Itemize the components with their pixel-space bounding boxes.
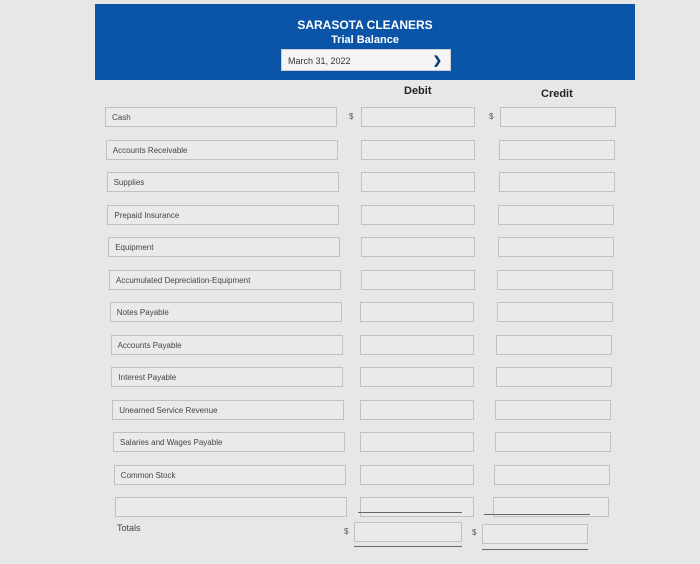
debit-total-dollar: $ (344, 527, 349, 536)
account-name-input[interactable]: Salaries and Wages Payable (113, 432, 345, 452)
credit-total-dollar: $ (472, 528, 477, 537)
credit-input[interactable] (496, 367, 612, 387)
date-value: March 31, 2022 (288, 56, 351, 66)
debit-input[interactable] (361, 172, 475, 192)
debit-header: Debit (404, 85, 432, 97)
account-name-input[interactable] (115, 497, 347, 517)
debit-input[interactable] (360, 465, 474, 485)
credit-double-underline (482, 549, 588, 550)
credit-input[interactable] (499, 140, 615, 160)
statement-title: Trial Balance (331, 34, 399, 46)
debit-input[interactable] (360, 497, 474, 517)
account-name-input[interactable]: Equipment (108, 237, 340, 257)
debit-input[interactable] (361, 107, 475, 127)
account-name-input[interactable]: Unearned Service Revenue (112, 400, 344, 420)
credit-input[interactable] (496, 335, 612, 355)
debit-double-underline (354, 546, 462, 547)
debit-total-input[interactable] (354, 522, 462, 542)
credit-input[interactable] (500, 107, 616, 127)
debit-input[interactable] (360, 335, 474, 355)
debit-input[interactable] (361, 140, 475, 160)
debit-input[interactable] (361, 237, 475, 257)
chevron-down-icon: ❯ (432, 55, 442, 67)
credit-input[interactable] (497, 302, 613, 322)
account-name-input[interactable]: Cash (105, 107, 337, 127)
totals-label: Totals (117, 523, 141, 533)
debit-input[interactable] (361, 205, 475, 225)
debit-total-underline (358, 512, 462, 513)
debit-input[interactable] (360, 367, 474, 387)
account-name-input[interactable]: Common Stock (114, 465, 346, 485)
debit-input[interactable] (360, 400, 474, 420)
debit-dollar-sign: $ (349, 112, 354, 121)
credit-input[interactable] (498, 237, 614, 257)
debit-input[interactable] (361, 270, 475, 290)
account-name-input[interactable]: Supplies (107, 172, 339, 192)
debit-input[interactable] (360, 302, 474, 322)
credit-dollar-sign: $ (489, 112, 494, 121)
credit-input[interactable] (495, 432, 611, 452)
trial-balance-header (95, 4, 635, 80)
credit-total-underline (484, 514, 590, 515)
debit-input[interactable] (360, 432, 474, 452)
account-name-input[interactable]: Accounts Payable (111, 335, 343, 355)
credit-input[interactable] (495, 400, 611, 420)
credit-input[interactable] (498, 205, 614, 225)
account-name-input[interactable]: Interest Payable (111, 367, 343, 387)
date-select[interactable] (281, 49, 451, 71)
account-name-input[interactable]: Prepaid Insurance (107, 205, 339, 225)
account-name-input[interactable]: Notes Payable (110, 302, 342, 322)
account-name-input[interactable]: Accumulated Depreciation-Equipment (109, 270, 341, 290)
credit-header: Credit (541, 88, 573, 100)
account-name-input[interactable]: Accounts Receivable (106, 140, 338, 160)
credit-total-input[interactable] (482, 524, 588, 544)
credit-input[interactable] (497, 270, 613, 290)
company-name: SARASOTA CLEANERS (297, 18, 433, 32)
credit-input[interactable] (499, 172, 615, 192)
credit-input[interactable] (494, 465, 610, 485)
